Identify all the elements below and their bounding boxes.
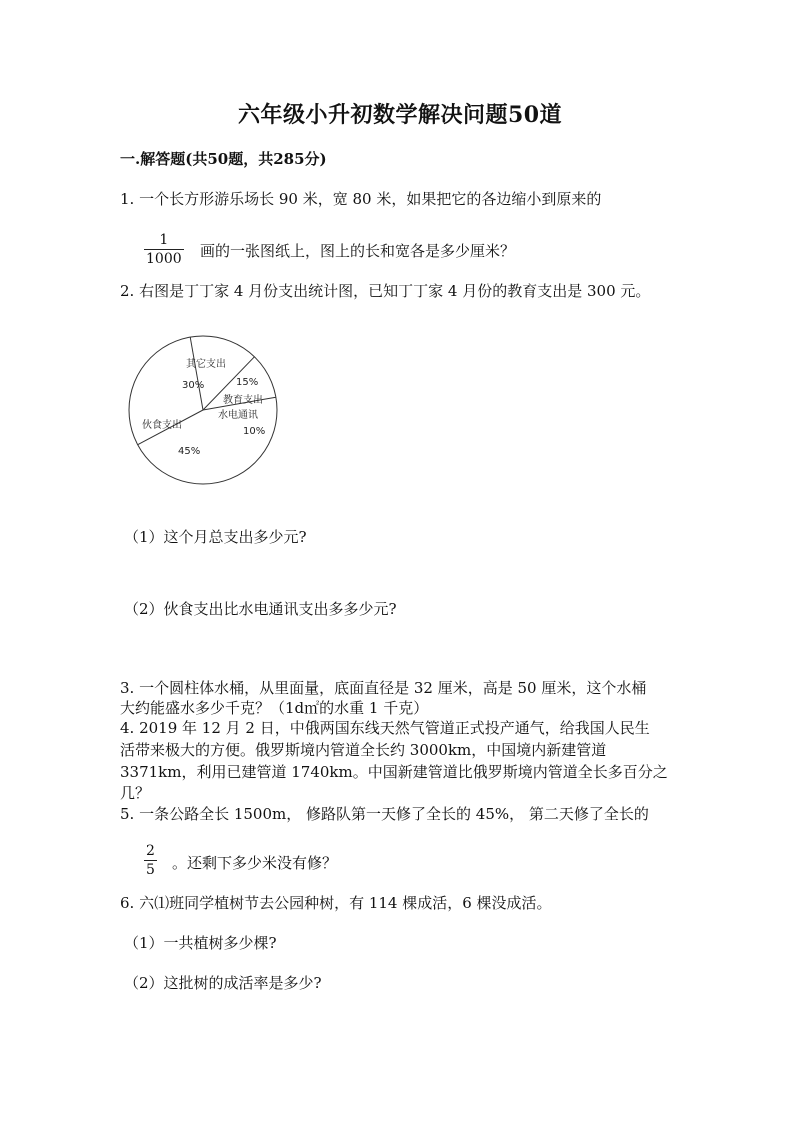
question-1-text-cont: 画的一张图纸上，图上的长和宽各是多少厘米？ [200, 242, 516, 260]
question-4-line-4: 几？ [120, 784, 151, 802]
slice-value-food: 45% [178, 446, 201, 457]
question-3-line-2: 大约能盛水多少千克？（1d㎡的水重 1 千克） [120, 699, 429, 717]
pie-chart [126, 333, 281, 488]
slice-label-other: 其它支出 [186, 359, 226, 370]
question-1-fraction [144, 232, 184, 267]
pie-slice-boundary-education [190, 337, 203, 410]
question-2-text: 2. 右图是丁丁家 4 月份支出统计图，已知丁丁家 4 月份的教育支出是 300 元。 [120, 282, 651, 300]
fraction-numerator: 1 [159, 232, 169, 248]
question-5-text-cont: 。还剩下多少米没有修？ [172, 854, 338, 872]
question-6-sub-2: （2）这批树的成活率是多少? [124, 974, 322, 992]
page-title: 六年级小升初数学解决问题50道 [237, 102, 563, 128]
fraction-bar [144, 860, 157, 861]
slice-label-utilities: 水电通讯 [218, 410, 258, 421]
question-1-text: 1. 一个长方形游乐场长 90 米，宽 80 米，如果把它的各边缩小到原来的 [120, 190, 602, 208]
question-6-text: 6. 六⑴班同学植树节去公园种树，有 114 棵成活，6 棵没成活。 [120, 894, 552, 912]
question-4-line-2: 活带来极大的方便。俄罗斯境内管道全长约 3000km，中国境内新建管道 [120, 741, 607, 759]
slice-value-education: 15% [236, 377, 259, 388]
question-4-line-3: 3371km，利用已建管道 1740km。中国新建管道比俄罗斯境内管道全长多百分之 [120, 763, 668, 781]
fraction-denominator: 5 [146, 862, 155, 878]
question-5-fraction [144, 843, 157, 878]
slice-label-food: 伙食支出 [142, 420, 182, 431]
question-6-sub-1: （1）一共植树多少棵? [124, 934, 277, 952]
fraction-denominator: 1000 [146, 251, 182, 267]
slice-value-other: 30% [182, 380, 205, 391]
question-5-text: 5. 一条公路全长 1500m， 修路队第一天修了全长的 45%， 第二天修了全长的 [120, 805, 649, 823]
slice-label-education: 教育支出 [223, 395, 263, 406]
question-2-sub-1: （1）这个月总支出多少元? [124, 528, 307, 546]
question-2-sub-2: （2）伙食支出比水电通讯支出多多少元? [124, 600, 397, 618]
question-3-line-1: 3. 一个圆柱体水桶，从里面量，底面直径是 32 厘米，高是 50 厘米，这个水桶 [120, 679, 647, 697]
section-heading: 一.解答题(共50题，共285分) [120, 150, 327, 168]
question-4-line-1: 4. 2019 年 12 月 2 日，中俄两国东线天然气管道正式投产通气，给我国人民生 [120, 719, 650, 737]
fraction-numerator: 2 [146, 843, 155, 859]
fraction-bar [144, 249, 184, 250]
slice-value-utilities: 10% [243, 426, 266, 437]
